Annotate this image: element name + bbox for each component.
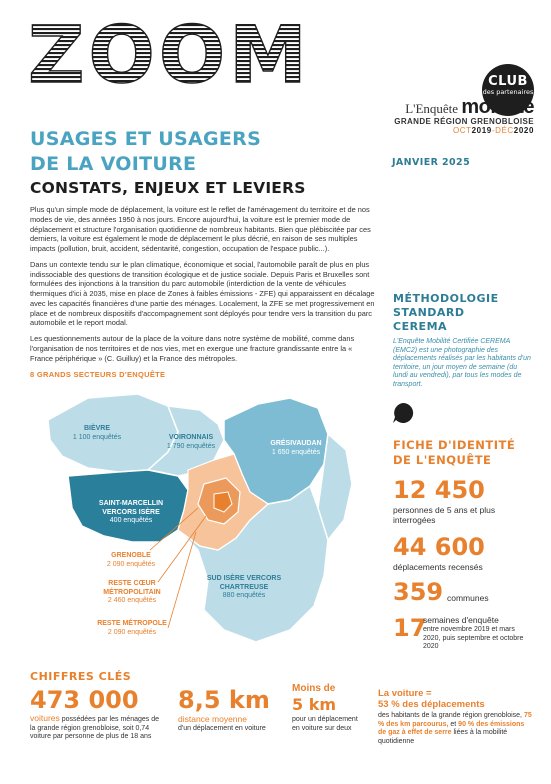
label-bievre: BIÈVRE 1 100 enquêtés xyxy=(72,425,122,441)
intro-text xyxy=(30,205,375,369)
stat-personnes-number: 12 450 xyxy=(393,476,485,504)
label-reste-metropole: RESTE MÉTROPOLE 2 090 enquêtés xyxy=(97,620,167,636)
methodologie-title: MÉTHODOLOGIE STANDARD CEREMA xyxy=(393,292,499,333)
page-title: USAGES ET USAGERS DE LA VOITURE xyxy=(30,128,262,175)
svg-text:ZOOM: ZOOM xyxy=(28,20,311,88)
label-voironnais: VOIRONNAIS 1 790 enquêtés xyxy=(166,434,216,450)
kpi-distance-number: 8,5 km xyxy=(178,686,270,714)
kpi-distance-label: distance moyenne xyxy=(178,714,247,724)
enquete-mobilite-logo xyxy=(372,96,534,135)
label-sud-isere: SUD ISÈRE VERCORS CHARTREUSE 880 enquêtés xyxy=(206,575,282,599)
zoom-logotype xyxy=(28,20,338,88)
enquete-name: L'Enquête mobilité xyxy=(405,96,534,118)
chiffres-cles-title: CHIFFRES CLÉS xyxy=(30,670,132,683)
intro-paragraph-2: Dans un contexte tendu sur le plan climatique, économique et social, l'automobile paraît de plus en plus indissociable des questions de transition écologique et de justice sociale. Depuis Paris et Bruxelles sont formulées des injonctions à la transition du parc automobile (interdiction de la vente de véhicules thermiques d'ici à 2035, mise en place de Zones à faibles émissions - ZFE) qui apparaissent en décalage avec les capacités financières d'une partie des ménages. Localement, la ZFE se met progressivement en place et de nombreux dispositifs d'accompagnement sont déployés pour tendre vers la transition du parc automobile et le report modal. xyxy=(30,259,375,328)
stat-communes-label: communes xyxy=(447,593,489,603)
stat-personnes-label: personnes de 5 ans et plus interrogées xyxy=(393,505,496,525)
label-gresivaudan: GRÉSIVAUDAN 1 650 enquêtés xyxy=(270,440,322,456)
enquete-region: GRANDE RÉGION GRENOBLOISE xyxy=(394,117,534,126)
label-saint-marcellin: SAINT-MARCELLIN VERCORS ISÈRE 400 enquêtés xyxy=(98,500,164,524)
methodologie-text: L'Enquête Mobilité Certifiée CEREMA (EMC2) est une photographie des déplacements réalisés par les habitants d'un territoire, un jour moyen de semaine (du lundi au vendredi), par tous les modes de transport. xyxy=(393,338,531,388)
intro-paragraph-3: Les questionnements autour de la place de la voiture dans notre système de mobilité, comme dans l'organisation de nos territoires et de nos vies, met en exergue une fracture grandissante entre la « France périphérique » (C. Guilluy) et la France des métropoles. xyxy=(30,334,355,363)
stat-semaines-detail: entre novembre 2019 et mars 2020, puis septembre et octobre 2020 xyxy=(423,626,524,650)
kpi-distance-detail: d'un déplacement en voiture xyxy=(178,725,266,732)
kpi-part-modale-title2: 53 % des déplacements xyxy=(378,699,485,710)
kpi-5km-number: 5 km xyxy=(292,695,337,714)
intro-paragraph-1: Plus qu'un simple mode de déplacement, la voiture est le reflet de l'aménagement du territoire et de nos modes de vie, des années 1950 à nos jours. Encore aujourd'hui, la voiture est le premier mode de déplacement et structure l'organisation quotidienne de nombreux habitants. Bien que plébiscitée par ces derniers, la voiture est également le mode de déplacement le plus décrié, en raison de ses multiples impacts (pollution, bruit, accident, sédentarité, congestion, occupation de l'espace public...). xyxy=(30,205,371,253)
speech-bubble-icon xyxy=(392,402,414,424)
label-reste-coeur: RESTE CŒUR MÉTROPOLITAIN 2 460 enquêtés xyxy=(103,580,161,604)
kpi-voitures-text: voitures possédées par les ménages de la grande région grenobloise, soit 0,74 voiture par personne de plus de 18 ans xyxy=(30,713,160,740)
kpi-part-modale-title1: La voiture = xyxy=(378,688,432,699)
stat-semaines-label: semaines d'enquête xyxy=(423,615,499,625)
club-label: CLUB xyxy=(488,74,528,89)
publication-date: JANVIER 2025 xyxy=(392,157,471,168)
map-title: 8 GRANDS SECTEURS D'ENQUÊTE xyxy=(30,370,166,379)
kpi-part-modale-detail: des habitants de la grande région grenobloise, 75 % des km parcourus, et 90 % des émissions de gaz à effet de serre liées à la mobilité quotidienne xyxy=(378,712,532,745)
stat-deplacements-number: 44 600 xyxy=(393,533,485,561)
stat-deplacements-label: déplacements recensés xyxy=(393,562,483,572)
stat-semaines-number: 17 xyxy=(393,614,427,642)
page-subtitle: CONSTATS, ENJEUX ET LEVIERS xyxy=(30,179,306,197)
club-sublabel: des partenaires xyxy=(482,88,534,96)
label-grenoble: GRENOBLE 2 090 enquêtés xyxy=(106,552,156,568)
enquete-dates: OCT2019-DÉC2020 xyxy=(452,126,534,135)
kpi-5km-pre: Moins de xyxy=(292,683,336,694)
stat-communes-number: 359 xyxy=(393,578,444,606)
sectors-map xyxy=(28,380,383,660)
kpi-voitures-number: 473 000 xyxy=(30,686,139,714)
fiche-identite-title: FICHE D'IDENTITÉ DE L'ENQUÊTE xyxy=(393,438,516,467)
kpi-5km-detail: pour un déplacement en voiture sur deux xyxy=(292,716,358,732)
